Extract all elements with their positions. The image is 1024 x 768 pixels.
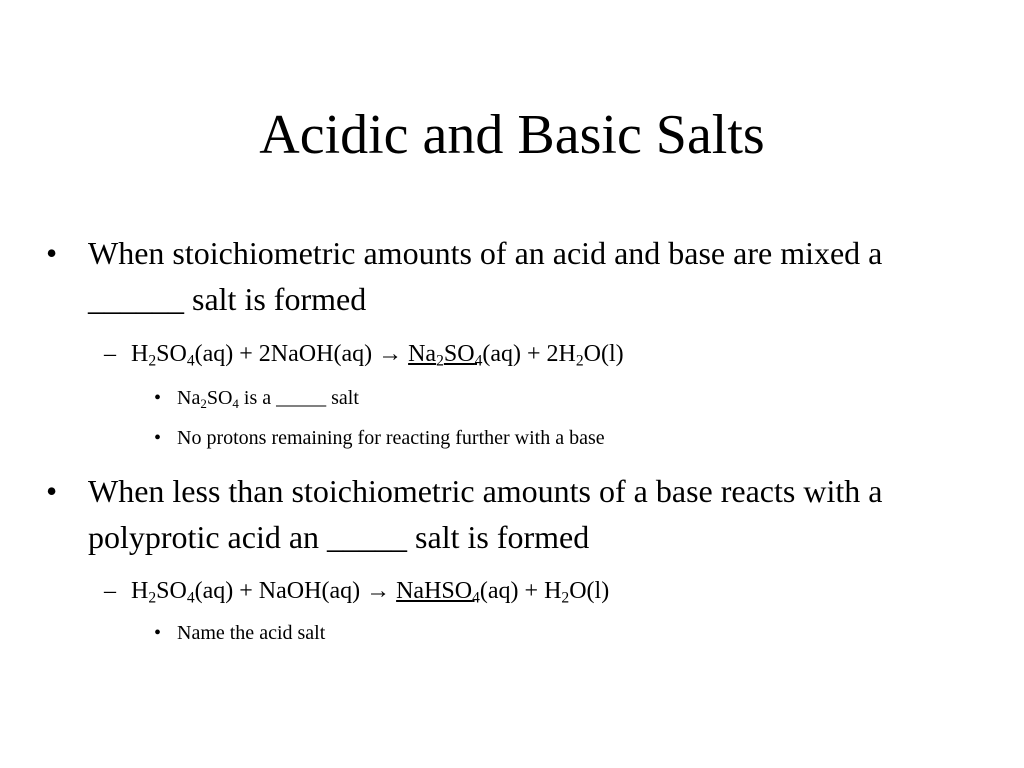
subscript: 2	[561, 589, 570, 607]
equation-1-products-rest: (aq) + 2H	[482, 341, 576, 367]
arrow-icon: →	[378, 341, 403, 367]
equation-1-reactant-h: H	[131, 341, 149, 367]
sub-bullet-text: Na	[177, 387, 201, 409]
subscript: 2	[575, 352, 584, 370]
dash-marker: –	[104, 578, 116, 604]
equation-1	[104, 339, 624, 369]
bullet-marker: •	[46, 235, 58, 271]
sub-bullet-text: Name the acid salt	[177, 622, 326, 644]
subscript: 2	[148, 352, 157, 370]
subscript: 4	[232, 395, 239, 411]
subscript: 4	[186, 589, 195, 607]
sub-bullet-text: No protons remaining for reacting further with a base	[177, 427, 605, 449]
equation-2-water: O(l)	[569, 578, 610, 604]
equation-1-reactant-so: SO	[156, 341, 187, 367]
bullet-marker: •	[46, 473, 58, 509]
bullet-1	[46, 230, 986, 322]
equation-2-product-salt: NaHSO$_4$	[396, 578, 480, 607]
subscript: 2	[200, 395, 207, 411]
subscript: 4	[186, 352, 195, 370]
bullet-2	[46, 468, 986, 560]
equation-2-reactant-so: SO	[156, 578, 187, 604]
subscript: 2	[148, 589, 157, 607]
dash-marker: –	[104, 341, 116, 367]
bullet-2-text: When less than stoichiometric amounts of a base reacts with a polyprotic acid an _____ salt is formed	[88, 473, 883, 555]
equation-2	[104, 576, 609, 606]
equation-2-reactants-rest: (aq) + NaOH(aq)	[194, 578, 367, 604]
bullet-marker: •	[154, 622, 162, 644]
equation-1-water: O(l)	[583, 341, 624, 367]
bullet-marker: •	[154, 387, 162, 409]
sub-bullet-1-2	[154, 425, 605, 451]
equation-2-products-rest: (aq) + H	[479, 578, 562, 604]
bullet-1-text: When stoichiometric amounts of an acid and base are mixed a ______ salt is formed	[88, 235, 883, 317]
sub-bullet-text: SO	[206, 387, 233, 409]
equation-2-reactant-h: H	[131, 578, 149, 604]
sub-bullet-text: is a _____ salt	[238, 387, 359, 409]
arrow-icon: →	[366, 578, 391, 604]
sub-bullet-1-1	[154, 385, 359, 411]
equation-1-product-salt: $Na_2SO_4$	[408, 341, 483, 370]
equation-1-reactants-rest: (aq) + 2NaOH(aq)	[194, 341, 379, 367]
sub-bullet-2-1	[154, 620, 325, 646]
slide-title: Acidic and Basic Salts	[259, 104, 765, 166]
bullet-marker: •	[154, 427, 162, 449]
